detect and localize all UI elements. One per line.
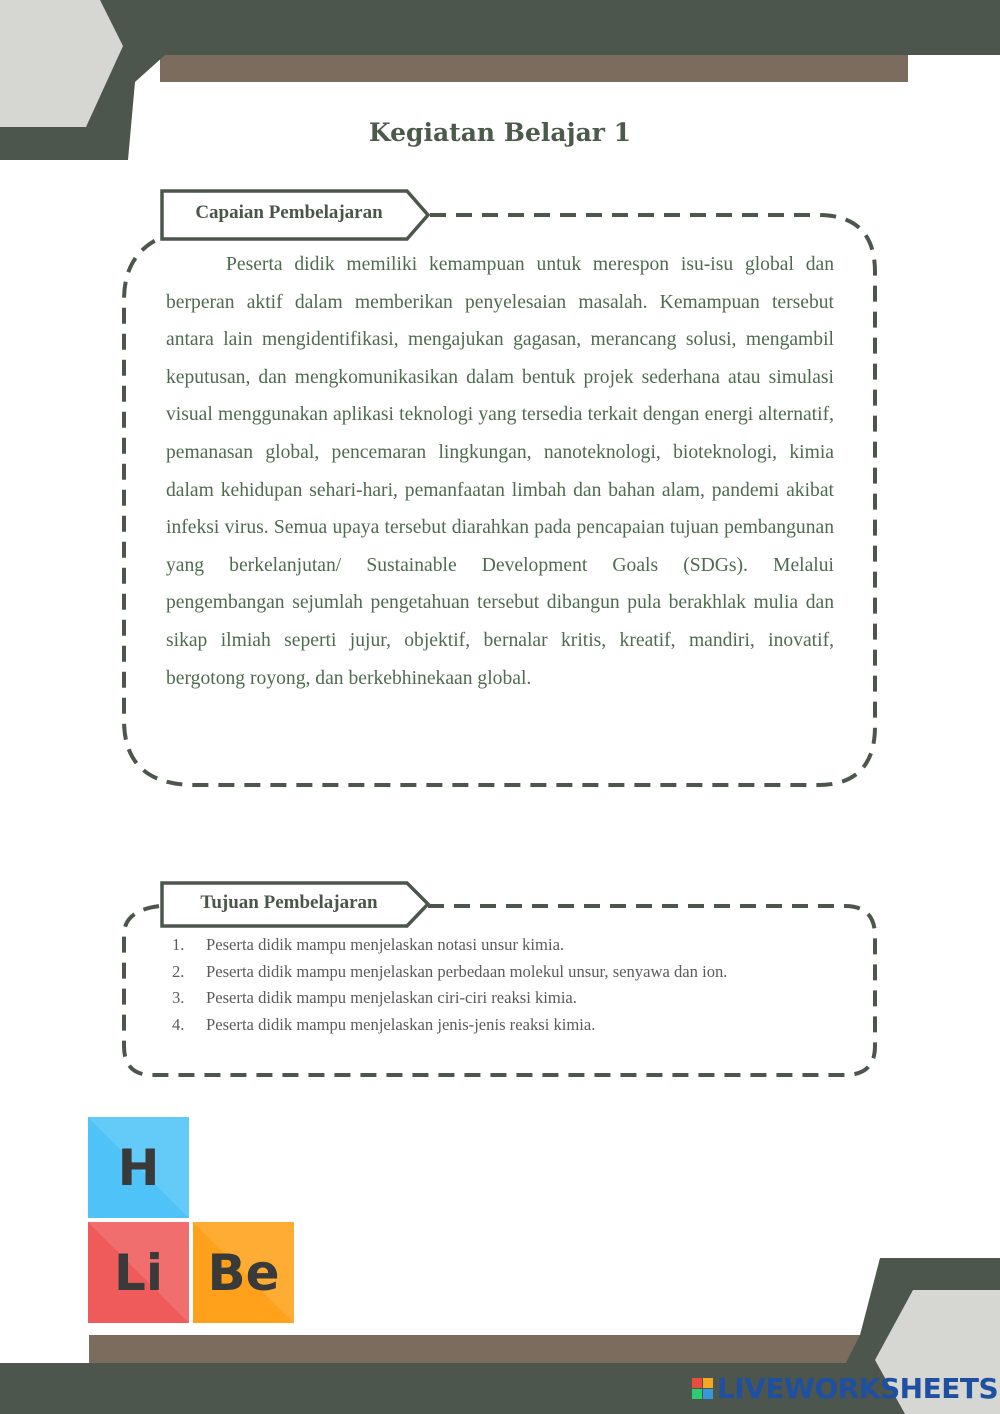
list-text: Peserta didik mampu menjelaskan perbedaan molekul unsur, senyawa dan ion. xyxy=(206,961,728,981)
list-item xyxy=(172,932,872,959)
list-item xyxy=(172,985,872,1012)
element-tile-h xyxy=(88,1117,189,1218)
element-symbol: H xyxy=(117,1138,160,1197)
liveworksheets-logo-icon xyxy=(692,1378,713,1399)
list-item xyxy=(172,959,872,986)
list-number: 2. xyxy=(172,961,185,981)
bottom-brown-band xyxy=(89,1335,879,1363)
element-symbol: Be xyxy=(207,1243,280,1302)
watermark-text: LIVEWORKSHEETS xyxy=(717,1372,999,1405)
capaian-label: Capaian Pembelajaran xyxy=(195,202,383,223)
list-item xyxy=(172,1012,872,1039)
liveworksheets-watermark[interactable] xyxy=(692,1372,998,1405)
list-text: Peserta didik mampu menjelaskan notasi unsur kimia. xyxy=(206,935,565,954)
tujuan-label: Tujuan Pembelajaran xyxy=(200,892,378,913)
capaian-paragraph: Peserta didik memiliki kemampuan untuk merespon isu-isu global dan berperan aktif dalam memberikan penyelesaian masalah. Kemampuan tersebut antara lain mengidentifikasi, mengajukan gagasan, merancang solusi, mengambil keputusan, dan mengkomunikasikan dalam bentuk projek sederhana atau simulasi visual menggunakan aplikasi teknologi yang tersedia terkait dengan energi alternatif, pemanasan global, pencemaran lingkungan, nanoteknologi, bioteknologi, kimia dalam kehidupan sehari-hari, pemanfaatan limbah dan bahan alam, pandemi akibat infeksi virus. Semua upaya tersebut diarahkan pada pencapaian tujuan pembangunan yang berkelanjutan/ Sustainable Development Goals (SDGs). Melalui pengembangan sejumlah pengetahuan tersebut dibangun pula berakhlak mulia dan sikap ilmiah seperti jujur, objektif, bernalar kritis, kreatif, mandiri, inovatif, bergotong royong, dan berkebhinekaan global. xyxy=(166,254,834,689)
page-title: Kegiatan Belajar 1 xyxy=(368,118,632,147)
list-text: Peserta didik mampu menjelaskan jenis-jenis reaksi kimia. xyxy=(206,1014,596,1034)
tujuan-list xyxy=(172,932,872,1038)
list-number: 1. xyxy=(172,935,185,954)
list-number: 3. xyxy=(172,988,185,1007)
element-tile-li xyxy=(88,1222,189,1323)
list-text: Peserta didik mampu menjelaskan ciri-ciri reaksi kimia. xyxy=(206,988,577,1007)
top-brown-band xyxy=(160,55,908,82)
element-symbol: Li xyxy=(114,1243,163,1302)
list-number: 4. xyxy=(172,1014,185,1034)
element-tile-be xyxy=(193,1222,294,1323)
